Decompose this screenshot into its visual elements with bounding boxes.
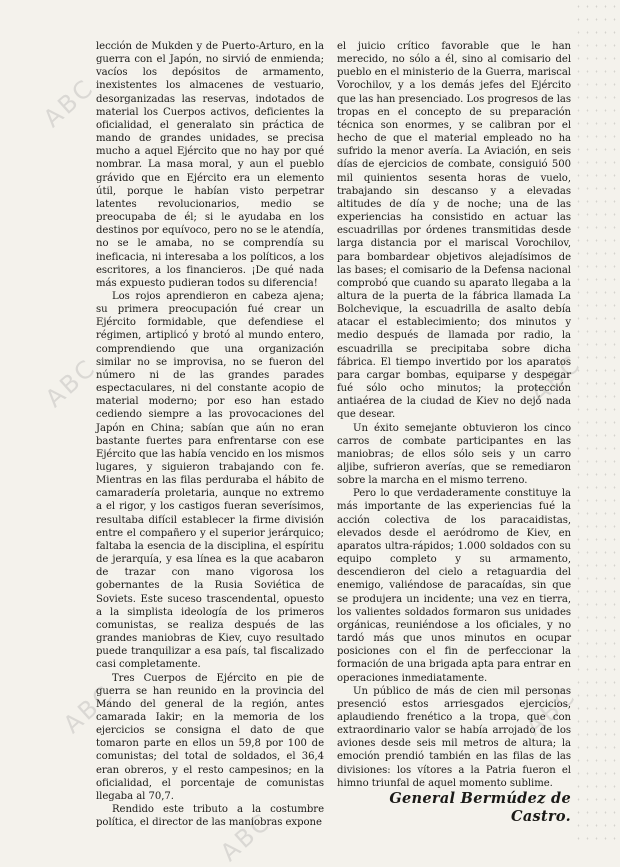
paragraph: Un público de más de cien mil personas presenció estos arriesgados ejercicios, aplaudiendo frenético a la tropa, que con extraordinario valor se había arrojado de los aviones desde seis mil metros de altura; la emoción prendió también en las filas de las divisiones: los vítores a la Patria fueron el himno triunfal de aquel momento sublime.: [337, 685, 571, 789]
paragraph: lección de Mukden y de Puerto-Arturo, en la guerra con el Japón, no sirvió de enmienda; vacíos los depósitos de armamento, inexistentes los almacenes de vestuario, desorganizadas las reservas, indotados de material los Cuerpos activos, deficientes la oficialidad, el generalato sin práctica de mando de grandes unidades, se precisa mucho a aquel Ejército que no hay por qué nombrar. La masa moral, y aun el pueblo grávido que en Ejército era un elemento útil, porque le habían visto perpetrar latentes revolucionarios, medio se preocupaba de él; si le ayudaba en los destinos por equívoco, pero no se le atendía, no se le amaba, no se comprendía su ineficacia, ni interesaba a los políticos, a los escritores, a los financieros. ¡De qué nada más expuesto pudieran todos su diferencia!: [96, 41, 324, 289]
margin-speckle: [574, 0, 620, 846]
paragraph: Rendido este tributo a la costumbre política, el director de las maniobras expone: [96, 804, 324, 829]
watermark-abc-1: ABC: [38, 73, 101, 133]
article-column-right: [337, 40, 571, 826]
watermark-abc-3: ABC: [58, 679, 121, 739]
author-signature: General Bermúdez de Castro.: [389, 789, 571, 825]
watermark-abc-6: ABC: [215, 807, 278, 867]
watermark-abc-2: ABC: [40, 353, 103, 413]
paragraph: el juicio crítico favorable que le han merecido, no sólo a él, sino al comisario del pueblo en el ministerio de la Guerra, mariscal Vorochilov, y a los demás jefes del Ejército que las han presenciado. Los progresos de las tropas en el concepto de su preparación técnica son enormes, y se calibran por el hecho de que el material empleado no ha sufrido la menor avería. La Aviación, en seis días de ejercicios de combate, consiguió 500 mil quinientos sesenta horas de vuelo, trabajando sin descanso y a elevadas altitudes de día y de noche; una de las experiencias ha consistido en actuar las escuadrillas por órdenes transmitidas desde larga distancia por el mariscal Vorochilov, para bombardear objetivos alejadísimos de las bases; el comisario de la Defensa nacional comprobó que cuando su aparato llegaba a la altura de la puerta de la fábrica llamada La Bolchevique, la escuadrilla de asalto debía atacar el establecimiento; dos minutos y medio después de llamada por radio, la escuadrilla se precipitaba sobre dicha fábrica. El tiempo invertido por los aparatos para cargar bombas, equiparse y despegar fué sólo ocho minutos; la protección antiaérea de la ciudad de Kiev no dejó nada que desear.: [337, 41, 571, 421]
paragraph: Tres Cuerpos de Ejército en pie de guerra se han reunido en la provincia del Mando del general de la región, antes camarada Iakir; en la memoria de los ejercicios se consigna el dato de que tomaron parte en ellos un 59,8 por 100 de comunistas; del total de soldados, el 36,4 eran obreros, y el resto campesinos; en la oficialidad, el porcentaje de comunistas llegaba al 70,7.: [96, 672, 324, 802]
watermark-abc-5: ABC: [520, 681, 583, 741]
article-column-left: [96, 40, 324, 829]
paragraph: Pero lo que verdaderamente constituye la más importante de las experiencias fué la acción colectiva de los paracaidistas, elevados desde el aeródromo de Kiev, en aparatos ultra-rápidos; 1.000 soldados con su equipo completo y su armamento, descendieron del cielo a retaguardia del enemigo, valiéndose de paracaídas, sin que se produjera un incidente; una vez en tierra, los valientes soldados formaron sus unidades orgánicas, reuniéndose a los oficiales, y no tardó más que unos minutos en ocupar posiciones con el fin de perfeccionar la formación de una brigada apta para entrar en operaciones inmediatamente.: [337, 488, 571, 684]
paragraph: Los rojos aprendieron en cabeza ajena; su primera preocupación fué crear un Ejército formidable, que defendiese el régimen, artiplicó y brotó al mundo entero, comprendiendo que una organización similar no se improvisa, no se fueron del número ni de las grandes parades espectaculares, ni del constante acopio de material moderno; por eso han estado cediendo siempre a las provocaciones del Japón en China; sabían que aún no eran bastante fuertes para enfrentarse con ese Ejército que las había vencido en los mismos lugares, y siguieron trabajando con fe. Mientras en las filas perduraba el hábito de camaradería proletaria, aunque no extremo a el rigor, y los castigos fueran severísimos, resultaba difícil establecer la firme división entre el compañero y el superior jerárquico; faltaba la esencia de la disciplina, el espíritu de jerarquía, y esa línea es la que acabaron de trazar con mano vigorosa los gobernantes de la Rusia Soviética de Soviets. Este suceso trascendental, opuesto a la simplista ideología de los primeros comunistas, se realiza después de las grandes maniobras de Kiev, cuyo resultado puede tranquilizar a esa país, tal fiscalizado casi completamente.: [96, 290, 324, 671]
paragraph: Un éxito semejante obtuvieron los cinco carros de combate participantes en las maniobras; de ellos sólo seis y un carro aljibe, sufrieron averías, que se remediaron sobre la marcha en el mismo terreno.: [337, 422, 571, 487]
watermark-abc-4: ABC: [525, 349, 588, 409]
